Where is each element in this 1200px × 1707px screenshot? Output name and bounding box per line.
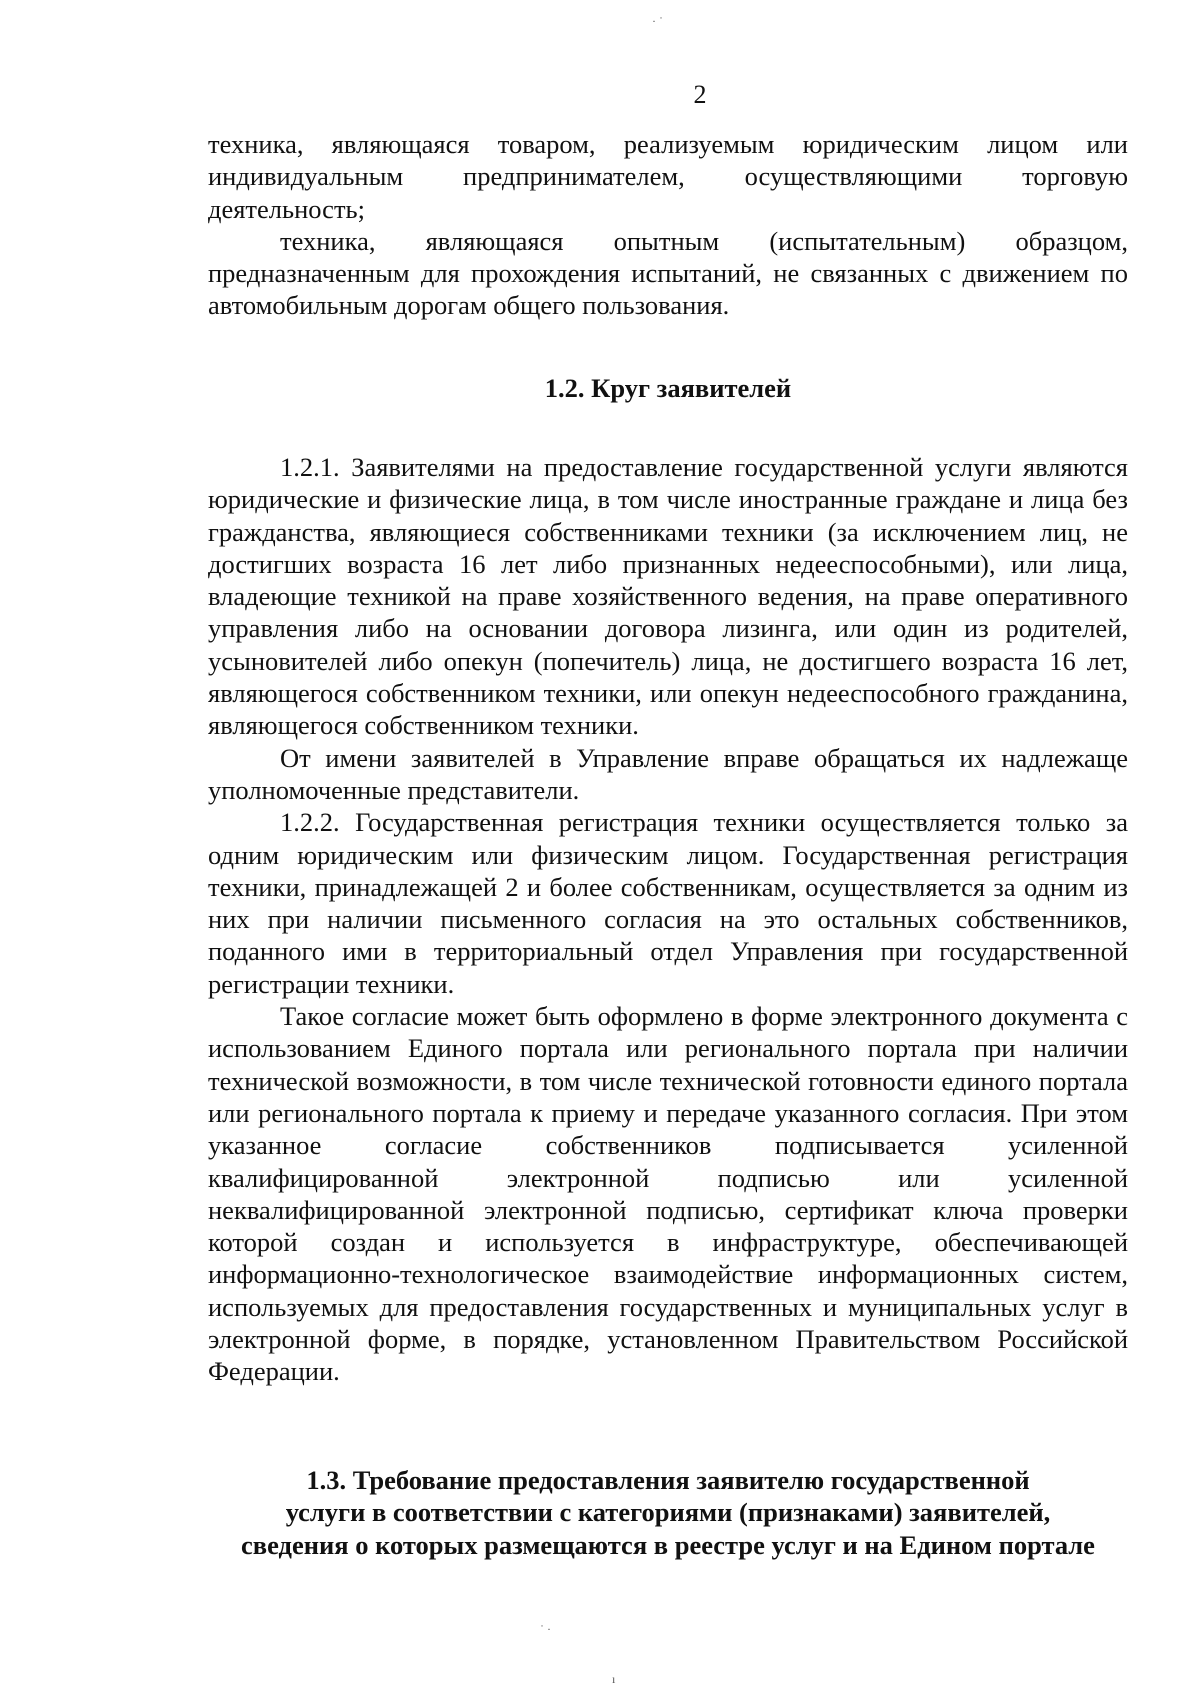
section-1-2-heading: 1.2. Круг заявителей: [544, 373, 792, 403]
scan-speck: ı: [612, 1672, 616, 1686]
intro-block: [208, 128, 1128, 322]
section-1-3-heading-line-3: сведения о которых размещаются в реестре услуг и на Едином портале: [241, 1529, 1095, 1560]
section-1-3-heading-line-2: услуги в соответствии с категориями (признаками) заявителей,: [285, 1497, 1051, 1528]
intro-paragraph-1: техника, являющаяся товаром, реализуемым юридическим лицом или индивидуальным предпринимателем, осуществляющими торговую деятельность;: [208, 129, 1128, 224]
page-number: 2: [693, 80, 707, 109]
paragraph-representatives: От имени заявителей в Управление вправе обращаться их надлежаще уполномоченные представители.: [208, 742, 1128, 805]
scan-speck: · ˙: [652, 14, 663, 28]
section-1-3-heading: [208, 1464, 1128, 1561]
section-1-2-body: [208, 451, 1128, 1388]
paragraph-1-2-1: 1.2.1. Заявителями на предоставление государственной услуги являются юридические и физические лица, в том числе иностранные граждане и лица без гражданства, являющиеся собственниками техники (за исключением лиц, не достигших возраста 16 лет либо признанных недееспособными), или лица, владеющие техникой на праве хозяйственного ведения, на праве оперативного управления либо на основании договора лизинга, или один из родителей, усыновителей либо опекун (попечитель) лица, не достигшего возраста 16 лет, являющегося собственником техники, или опекун недееспособного гражданина, являющегося собственником техники.: [208, 452, 1128, 741]
paragraph-consent: Такое согласие может быть оформлено в форме электронного документа с использованием Единого портала или регионального портала при наличии технической возможности, в том числе технической готовности единого портала или регионального портала к приему и передаче указанного согласия. При этом указанное согласие собственников подписывается усиленной квалифицированной электронной подписью или усиленной неквалифицированной электронной подписью, сертификат ключа проверки которой создан и используется в инфраструктуре, обеспечивающей информационно-технологическое взаимодействие информационных систем, используемых для предоставления государственных и муниципальных услуг в электронной форме, в порядке, установленном Правительством Российской Федерации.: [208, 1001, 1128, 1387]
section-1-3-heading-line-1: 1.3. Требование предоставления заявителю государственной: [306, 1465, 1030, 1495]
scan-speck: ˙ ·: [540, 1622, 551, 1636]
paragraph-1-2-2: 1.2.2. Государственная регистрация техники осуществляется только за одним юридическим или физическим лицом. Государственная регистрация техники, принадлежащей 2 и более собственникам, осуществляется за одним из них при наличии письменного согласия на это остальных собственников, поданного ими в территориальный отдел Управления при государственной регистрации техники.: [208, 807, 1128, 999]
intro-paragraph-2: техника, являющаяся опытным (испытательным) образцом, предназначенным для прохождения испытаний, не связанных с движением по автомобильным дорогам общего пользования.: [208, 225, 1128, 321]
